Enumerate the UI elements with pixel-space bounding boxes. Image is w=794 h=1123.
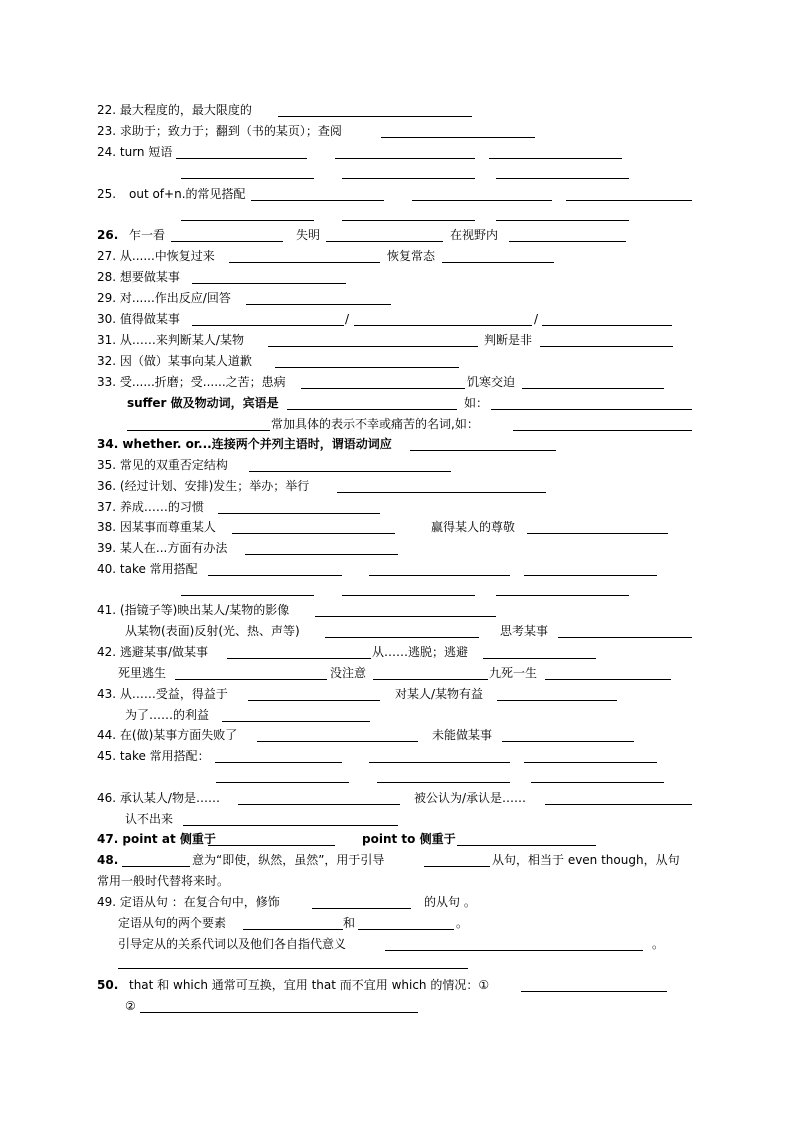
item-33-label: 33. 受......折磨；受......之苦；患病	[97, 375, 286, 389]
item-49-label: 49. 定语从句 ：在复合句中，修饰	[97, 895, 280, 909]
blank-46-2[interactable]	[545, 804, 692, 805]
item-48-number: 48.	[97, 853, 119, 867]
item-43-label-b: 对某人/某物有益	[395, 687, 484, 701]
item-44-label-b: 未能做某事	[432, 728, 493, 742]
blank-31-2[interactable]	[540, 346, 673, 347]
item-50-label: that 和 which 通常可互换，宜用 that 而不宜用 which 的情况：①	[129, 978, 490, 992]
blank-27-2[interactable]	[442, 262, 554, 263]
item-26-label-c: 在视野内	[450, 228, 499, 242]
blank-30-3[interactable]	[542, 325, 672, 326]
blank-48-1[interactable]	[122, 866, 190, 867]
blank-25-2[interactable]	[412, 200, 552, 201]
item-49-label-g: 。	[652, 937, 665, 951]
blank-25-5[interactable]	[342, 220, 475, 221]
blank-31-1[interactable]	[268, 346, 478, 347]
item-50-label-b: ②	[125, 999, 136, 1013]
blank-50-2[interactable]	[140, 1012, 418, 1013]
blank-43-3[interactable]	[222, 721, 370, 722]
blank-49-4[interactable]	[385, 950, 643, 951]
blank-42-4[interactable]	[373, 679, 488, 680]
blank-25-4[interactable]	[181, 220, 314, 221]
item-34-label: 34. whether. or...连接两个并列主语时，谓语动词应	[97, 437, 392, 451]
item-28-label: 28. 想要做某事	[97, 270, 180, 284]
item-23-label: 23. 求助于；致力于；翻到（书的某页）；查阅	[97, 124, 342, 138]
item-38-label: 38. 因某事而尊重某人	[97, 520, 216, 534]
blank-25-1[interactable]	[251, 200, 384, 201]
item-41-label-c: 思考某事	[500, 624, 549, 638]
item-31-label-b: 判断是非	[484, 333, 533, 347]
item-42-label: 42. 逃避某事/做某事	[97, 645, 208, 659]
item-33-label-c: suffer 做及物动词，宾语是	[127, 396, 279, 410]
item-42-label-e: 九死一生	[489, 666, 538, 680]
item-47-label: 47. point at 侧重于	[97, 832, 216, 846]
item-38-label-b: 赢得某人的尊敬	[431, 520, 516, 534]
item-43-label: 43. 从……受益，得益于	[97, 687, 228, 701]
blank-32[interactable]	[275, 367, 459, 368]
blank-49-2[interactable]	[243, 929, 343, 930]
blank-49-1[interactable]	[312, 908, 411, 909]
blank-42-2[interactable]	[483, 658, 596, 659]
item-27-label: 27. 从......中恢复过来	[97, 249, 215, 263]
item-33-label-d: 如：	[464, 396, 489, 410]
item-33-label-b: 饥寒交迫	[467, 375, 516, 389]
blank-42-1[interactable]	[227, 658, 371, 659]
blank-23[interactable]	[381, 137, 535, 138]
blank-49-5[interactable]	[118, 968, 468, 969]
item-48-label-b: 从句，相当于 even though，从句	[492, 853, 680, 867]
blank-27-1[interactable]	[229, 262, 380, 263]
blank-40-1[interactable]	[208, 575, 342, 576]
item-24-label: 24. turn 短语	[97, 145, 173, 159]
blank-22[interactable]	[278, 116, 472, 117]
blank-30-2[interactable]	[354, 325, 532, 326]
blank-41-2[interactable]	[325, 637, 479, 638]
blank-40-4[interactable]	[181, 595, 314, 596]
blank-24-6[interactable]	[496, 178, 629, 179]
item-49-label-c: 定语从句的两个要素	[118, 916, 227, 930]
blank-37[interactable]	[218, 513, 380, 514]
blank-41-1[interactable]	[315, 616, 496, 617]
blank-24-4[interactable]	[181, 178, 314, 179]
blank-35[interactable]	[249, 471, 451, 472]
item-46-label-b: 被公认为/承认是……	[414, 791, 527, 805]
item-46-label-c: 认不出来	[125, 812, 174, 826]
item-39-label: 39. 某人在...方面有办法	[97, 541, 228, 555]
blank-45-4[interactable]	[216, 782, 349, 783]
blank-48-2[interactable]	[424, 866, 490, 867]
blank-44-2[interactable]	[502, 741, 634, 742]
item-26-label-a: 乍一看	[129, 228, 166, 242]
item-36-label: 36. (经过计划、安排)发生；举办；举行	[97, 479, 310, 493]
blank-28[interactable]	[192, 283, 346, 284]
item-42-label-b: 从……逃脱；逃避	[372, 645, 469, 659]
blank-26-2[interactable]	[326, 241, 443, 242]
slash-30-a: /	[345, 312, 350, 326]
slash-30-b: /	[534, 312, 539, 326]
item-49-label-d: 和	[343, 916, 356, 930]
item-32-label: 32. 因（做）某事向某人道歉	[97, 354, 252, 368]
blank-49-3[interactable]	[358, 929, 454, 930]
blank-33-4[interactable]	[491, 409, 692, 410]
item-49-label-f: 引导定从的关系代词以及他们各自指代意义	[118, 937, 347, 951]
blank-45-5[interactable]	[377, 782, 510, 783]
blank-33-5[interactable]	[127, 430, 270, 431]
blank-45-2[interactable]	[369, 762, 510, 763]
item-33-label-e: 常加具体的表示不幸或痛苦的名词,如：	[271, 417, 479, 431]
blank-38-1[interactable]	[232, 533, 395, 534]
blank-33-6[interactable]	[513, 430, 692, 431]
blank-50-1[interactable]	[521, 991, 667, 992]
blank-26-3[interactable]	[509, 241, 626, 242]
blank-26-1[interactable]	[171, 241, 283, 242]
item-49-label-e: 。	[456, 916, 469, 930]
blank-45-1[interactable]	[215, 762, 342, 763]
item-25-number: 25.	[97, 187, 117, 201]
blank-44-1[interactable]	[257, 741, 418, 742]
blank-47-2[interactable]	[457, 845, 596, 846]
blank-41-3[interactable]	[558, 637, 692, 638]
item-41-label-b: 从某物(表面)反射(光、热、声等)	[125, 624, 300, 638]
blank-39[interactable]	[245, 554, 398, 555]
item-42-label-c: 死里逃生	[118, 666, 167, 680]
blank-38-2[interactable]	[527, 533, 668, 534]
item-26-number: 26.	[97, 228, 119, 242]
blank-25-3[interactable]	[566, 200, 692, 201]
blank-33-2[interactable]	[522, 388, 664, 389]
item-35-label: 35. 常见的双重否定结构	[97, 458, 228, 472]
item-31-label: 31. 从……来判断某人/某物	[97, 333, 244, 347]
item-40-label: 40. take 常用搭配	[97, 562, 198, 576]
blank-46-3[interactable]	[183, 825, 398, 826]
blank-46-1[interactable]	[238, 804, 400, 805]
blank-45-3[interactable]	[524, 762, 657, 763]
blank-43-2[interactable]	[497, 700, 617, 701]
blank-42-5[interactable]	[545, 679, 671, 680]
item-29-label: 29. 对......作出反应/回答	[97, 291, 231, 305]
blank-34[interactable]	[410, 450, 556, 451]
item-27-label-b: 恢复常态	[387, 249, 436, 263]
blank-24-2[interactable]	[335, 158, 475, 159]
blank-47-1[interactable]	[208, 845, 335, 846]
blank-24-5[interactable]	[342, 178, 475, 179]
item-49-label-b: 的从句 。	[424, 895, 476, 909]
blank-43-1[interactable]	[248, 700, 380, 701]
blank-45-6[interactable]	[531, 782, 664, 783]
blank-25-6[interactable]	[496, 220, 629, 221]
blank-24-1[interactable]	[176, 158, 307, 159]
item-22-label: 22. 最大程度的，最大限度的	[97, 103, 252, 117]
item-45-label: 45. take 常用搭配：	[97, 749, 210, 763]
blank-36[interactable]	[337, 492, 546, 493]
blank-33-3[interactable]	[287, 409, 457, 410]
item-41-label: 41. (指镜子等)映出某人/某物的影像	[97, 603, 290, 617]
item-47-label-b: point to 侧重于	[362, 832, 456, 846]
blank-24-3[interactable]	[489, 158, 622, 159]
blank-40-6[interactable]	[496, 595, 629, 596]
blank-40-3[interactable]	[524, 575, 657, 576]
blank-33-1[interactable]	[301, 388, 465, 389]
item-26-label-b: 失明	[296, 228, 321, 242]
item-25-label: out of+n.的常见搭配	[129, 187, 246, 201]
blank-40-2[interactable]	[369, 575, 510, 576]
item-44-label: 44. 在(做)某事方面失败了	[97, 728, 238, 742]
blank-40-5[interactable]	[342, 595, 475, 596]
item-46-label: 46. 承认某人/物是……	[97, 791, 220, 805]
blank-42-3[interactable]	[175, 679, 327, 680]
item-48-label-c: 常用一般时代替将来时。	[97, 874, 230, 888]
item-43-label-c: 为了……的利益	[125, 708, 210, 722]
item-37-label: 37. 养成……的习惯	[97, 500, 204, 514]
item-48-label-a: 意为“即使，纵然，虽然”，用于引导	[192, 853, 385, 867]
blank-30-1[interactable]	[192, 325, 344, 326]
item-30-label: 30. 值得做某事	[97, 312, 180, 326]
item-50-number: 50.	[97, 978, 119, 992]
item-42-label-d: 没注意	[330, 666, 367, 680]
blank-29[interactable]	[246, 304, 391, 305]
